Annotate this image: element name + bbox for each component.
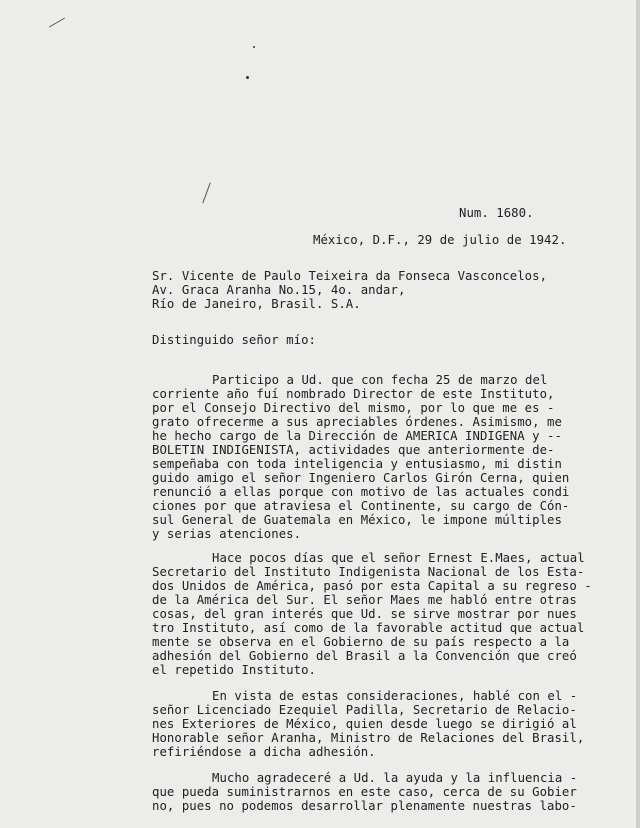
paragraph-4-line: que pueda suministrarnos en este caso, cerca de su Gobier bbox=[152, 785, 577, 799]
paragraph-3-line: refiriéndose a dicha adhesión. bbox=[152, 745, 376, 759]
paragraph-2-line: dos Unidos de América, pasó por esta Capital a su regreso - bbox=[152, 579, 592, 593]
address-line: Río de Janeiro, Brasil. S.A. bbox=[152, 297, 361, 311]
salutation: Distinguido señor mío: bbox=[152, 333, 316, 347]
letter-number: Num. 1680. bbox=[459, 206, 534, 220]
paragraph-1-line: corriente año fuí nombrado Director de este Instituto, bbox=[152, 387, 555, 401]
paper-mark bbox=[49, 18, 65, 28]
paragraph-1-line: BOLETIN INDIGENISTA, actividades que anteriormente de- bbox=[152, 443, 555, 457]
address-line: Av. Graca Aranha No.15, 4o. andar, bbox=[152, 283, 406, 297]
paragraph-2-line: adhesión del Gobierno del Brasil a la Convención que creó bbox=[152, 649, 577, 663]
paragraph-4-line: Mucho agradeceré a Ud. la ayuda y la influencia - bbox=[212, 771, 578, 785]
paragraph-1-line: sempeñaba con toda inteligencia y entusiasmo, mi distin bbox=[152, 457, 562, 471]
paragraph-4-line: no, pues no podemos desarrollar plenamente nuestras labo- bbox=[152, 799, 577, 813]
paragraph-2-line: el repetido Instituto. bbox=[152, 663, 316, 677]
letter-place-date: México, D.F., 29 de julio de 1942. bbox=[313, 233, 567, 247]
paragraph-1-line: grato ofrecerme a sus apreciables órdenes. Asimismo, me bbox=[152, 415, 562, 429]
paragraph-1-line: guido amigo el señor Ingeniero Carlos Girón Cerna, quien bbox=[152, 471, 570, 485]
paragraph-1-line: Participo a Ud. que con fecha 25 de marzo del bbox=[212, 373, 548, 387]
paragraph-1-line: sul General de Guatemala en México, le impone múltiples bbox=[152, 513, 562, 527]
paragraph-2-line: de la América del Sur. El señor Maes me habló entre otras bbox=[152, 593, 577, 607]
paragraph-3-line: nes Exteriores de México, quien desde luego se dirigió al bbox=[152, 717, 577, 731]
paragraph-1-line: ciones por que atraviesa el Continente, su cargo de Cón- bbox=[152, 499, 570, 513]
paragraph-1-line: he hecho cargo de la Dirección de AMERICA INDIGENA y -- bbox=[152, 429, 562, 443]
paragraph-1-line: y serias atenciones. bbox=[152, 527, 302, 541]
paragraph-3-line: Honorable señor Aranha, Ministro de Relaciones del Brasil, bbox=[152, 731, 585, 745]
paragraph-1-line: renunció a ellas porque con motivo de las actuales condi bbox=[152, 485, 570, 499]
paper-speck bbox=[253, 46, 255, 48]
paragraph-2-line: tro Instituto, así como de la favorable actitud que actual bbox=[152, 621, 585, 635]
paragraph-3-line: señor Licenciado Ezequiel Padilla, Secretario de Relacio- bbox=[152, 703, 577, 717]
paragraph-2-line: Hace pocos días que el señor Ernest E.Maes, actual bbox=[212, 551, 585, 565]
paragraph-2-line: cosas, del gran interés que Ud. se sirve mostrar por nues bbox=[152, 607, 577, 621]
paragraph-1-line: por el Consejo Directivo del mismo, por lo que me es - bbox=[152, 401, 555, 415]
address-line: Sr. Vicente de Paulo Teixeira da Fonseca Vasconcelos, bbox=[152, 269, 548, 283]
paragraph-3-line: En vista de estas consideraciones, hablé con el - bbox=[212, 689, 578, 703]
paragraph-2-line: Secretario del Instituto Indigenista Nacional de los Esta- bbox=[152, 565, 585, 579]
paragraph-2-line: mente se observa en el Gobierno de su país respecto a la bbox=[152, 635, 570, 649]
paper-speck bbox=[246, 76, 249, 79]
paper-mark bbox=[202, 182, 210, 203]
page-edge-shadow bbox=[636, 0, 640, 828]
